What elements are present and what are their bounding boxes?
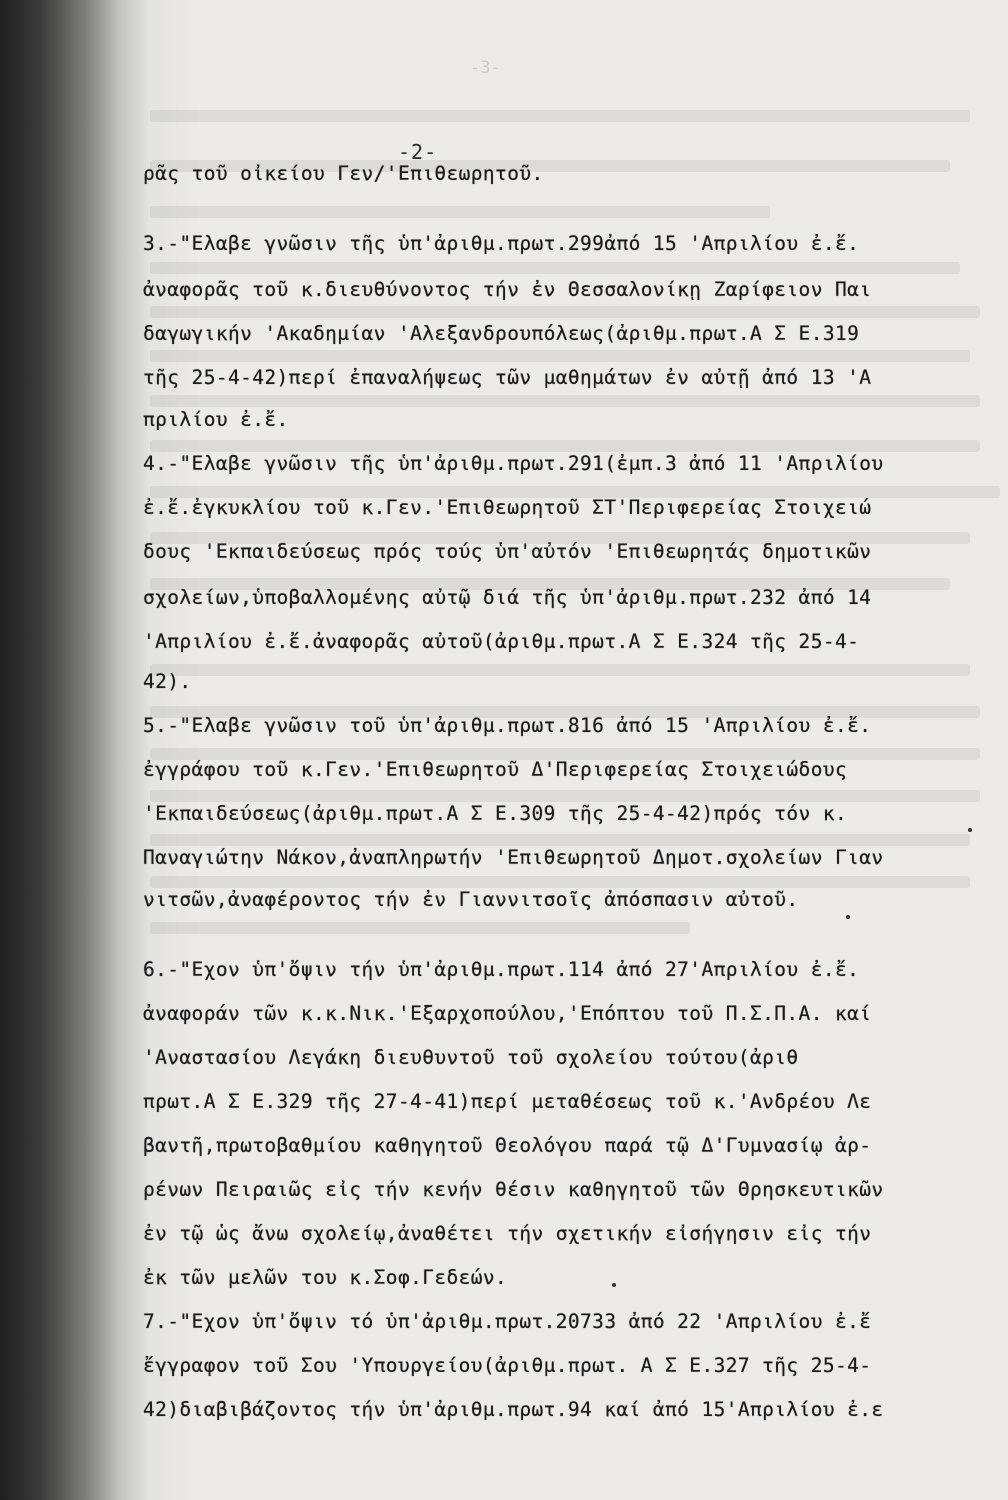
text-line: ἐ.ἔ.ἐγκυκλίου τοῦ κ.Γεν.'Επιθεωρητοῦ ΣΤ'Περιφερείας Στοιχειώ [143,496,872,519]
text-line: ἐκ τῶν μελῶν του κ.Σοφ.Γεδεών. [143,1266,508,1289]
text-line: 3.-"Ελαβε γνῶσιν τῆς ὑπ'ἀριθμ.πρωτ.299ἀπό 15 'Απριλίου ἐ.ἔ. [143,232,860,255]
text-line: πριλίου ἐ.ἔ. [143,408,289,431]
text-line: 'Αναστασίου Λεγάκη διευθυντοῦ τοῦ σχολείου τούτου(ἀριθ [143,1046,799,1069]
text-line: νιτσῶν,ἀναφέροντος τήν ἐν Γιαννιτσοῖς ἀπόσπασιν αὐτοῦ. [143,888,799,911]
text-line: τῆς 25-4-42)περί ἐπαναλήψεως τῶν μαθημάτων ἐν αὐτῇ ἀπό 13 'Α [143,366,872,389]
text-line: ρένων Πειραιῶς εἰς τήν κενήν θέσιν καθηγητοῦ τῶν Θρησκευτικῶν [143,1178,884,1201]
ink-speck [968,828,972,832]
text-line: ἐγγράφου τοῦ κ.Γεν.'Επιθεωρητοῦ Δ'Περιφερείας Στοιχειώδους [143,758,848,781]
text-line: 'Εκπαιδεύσεως(ἀριθμ.πρωτ.Α Σ Ε.309 τῆς 25-4-42)πρός τόν κ. [143,802,848,825]
ghost-page-number: -3- [470,58,501,78]
text-line: 42). [143,670,192,693]
text-line: Παναγιώτην Νάκον,ἀναπληρωτήν 'Επιθεωρητοῦ Δημοτ.σχολείων Γιαν [143,846,884,869]
text-line: ἐν τῷ ὡς ἄνω σχολείῳ,ἀναθέτει τήν σχετικήν εἰσήγησιν εἰς τήν [143,1222,872,1245]
text-line: 6.-"Εχον ὑπ'ὄψιν τήν ὑπ'ἀριθμ.πρωτ.114 ἀπό 27'Απριλίου ἐ.ἔ. [143,958,860,981]
page-number: -2- [398,140,438,164]
text-line: ρᾶς τοῦ οἰκείου Γεν/'Επιθεωρητοῦ. [143,162,544,185]
text-line: 4.-"Ελαβε γνῶσιν τῆς ὑπ'ἀριθμ.πρωτ.291(ἐμπ.3 ἀπό 11 'Απριλίου [143,452,884,475]
text-line: ἔγγραφον τοῦ Σου 'Υπουργείου(ἀριθμ.πρωτ. Α Σ Ε.327 τῆς 25-4- [143,1354,872,1377]
text-line: 42)διαβιβάζοντος τήν ὑπ'ἀριθμ.πρωτ.94 καί ἀπό 15'Απριλίου ἐ.ε [143,1398,884,1421]
text-line: 7.-"Εχον ὑπ'ὄψιν τό ὑπ'ἀριθμ.πρωτ.20733 ἀπό 22 'Απριλίου ἐ.ἔ [143,1310,872,1333]
text-line: σχολείων,ὑποβαλλομένης αὐτῷ διά τῆς ὑπ'ἀριθμ.πρωτ.232 ἀπό 14 [143,586,872,609]
text-line: δαγωγικήν 'Ακαδημίαν 'Αλεξανδρουπόλεως(ἀριθμ.πρωτ.Α Σ Ε.319 [143,322,860,345]
text-line: 'Απριλίου ἐ.ἔ.ἀναφορᾶς αὐτοῦ(ἀριθμ.πρωτ.Α Σ Ε.324 τῆς 25-4- [143,630,860,653]
text-line: βαντῆ,πρωτοβαθμίου καθηγητοῦ Θεολόγου παρά τῷ Δ'Γυμνασίῳ ἀρ- [143,1134,872,1157]
text-line: 5.-"Ελαβε γνῶσιν τοῦ ὑπ'ἀριθμ.πρωτ.816 ἀπό 15 'Απριλίου ἐ.ἔ. [143,714,872,737]
text-line: πρωτ.Α Σ Ε.329 τῆς 27-4-41)περί μεταθέσεως τοῦ κ.'Ανδρέου Λε [143,1090,872,1113]
text-line: ἀναφοράν τῶν κ.κ.Νικ.'Εξαρχοπούλου,'Επόπτου τοῦ Π.Σ.Π.Α. καί [143,1002,872,1025]
ink-speck [612,1283,616,1287]
ink-speck [846,915,850,919]
text-line: ἀναφορᾶς τοῦ κ.διευθύνοντος τήν ἐν Θεσσαλονίκῃ Ζαρίφειον Παι [143,278,872,301]
text-line: δους 'Εκπαιδεύσεως πρός τούς ὑπ'αὐτόν 'Επιθεωρητάς δημοτικῶν [143,540,872,563]
